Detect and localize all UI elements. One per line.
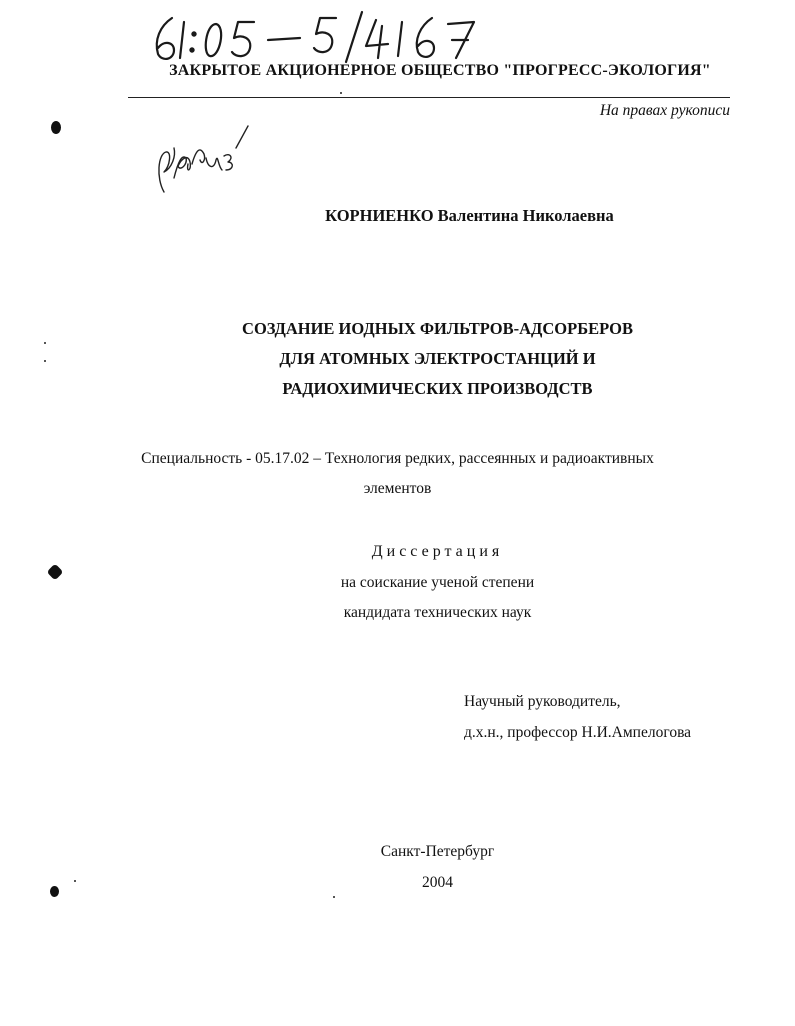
specialty-line2: элементов	[363, 480, 432, 497]
degree-line2: кандидата технических наук	[343, 604, 532, 621]
city: Санкт-Петербург	[380, 843, 495, 860]
specialty-line1: Специальность - 05.17.02 – Технология редких, рассеянных и радиоактивных	[141, 450, 654, 467]
scan-speck	[333, 896, 335, 898]
scan-speck	[340, 92, 342, 94]
scan-speck	[44, 342, 46, 344]
dissertation-title	[40, 314, 795, 404]
document-type: Диссертация	[371, 543, 504, 560]
title-line: СОЗДАНИЕ ИОДНЫХ ФИЛЬТРОВ-АДСОРБЕРОВ	[242, 319, 633, 338]
handwritten-signature	[152, 118, 252, 200]
binding-hole-mark	[51, 121, 61, 134]
degree-line1: на соискание ученой степени	[340, 574, 535, 591]
binding-hole-mark	[50, 886, 59, 897]
year: 2004	[422, 874, 453, 891]
supervisor-name: д.х.н., профессор Н.И.Ампелогова	[464, 724, 692, 741]
supervisor-label: Научный руководитель,	[464, 693, 621, 710]
scan-speck	[74, 880, 76, 882]
scan-speck	[44, 360, 46, 362]
author-name: КОРНИЕНКО Валентина Николаевна	[325, 206, 614, 225]
title-line: РАДИОХИМИЧЕСКИХ ПРОИЗВОДСТВ	[282, 379, 593, 398]
handwritten-archive-code	[150, 10, 490, 64]
organization-name: ЗАКРЫТОЕ АКЦИОНЕРНОЕ ОБЩЕСТВО "ПРОГРЕСС-ЭКОЛОГИЯ"	[169, 62, 711, 79]
specialty	[0, 444, 795, 504]
title-line: ДЛЯ АТОМНЫХ ЭЛЕКТРОСТАНЦИЙ И	[279, 349, 596, 368]
rights-note: На правах рукописи	[599, 102, 730, 119]
header-divider	[128, 97, 730, 98]
